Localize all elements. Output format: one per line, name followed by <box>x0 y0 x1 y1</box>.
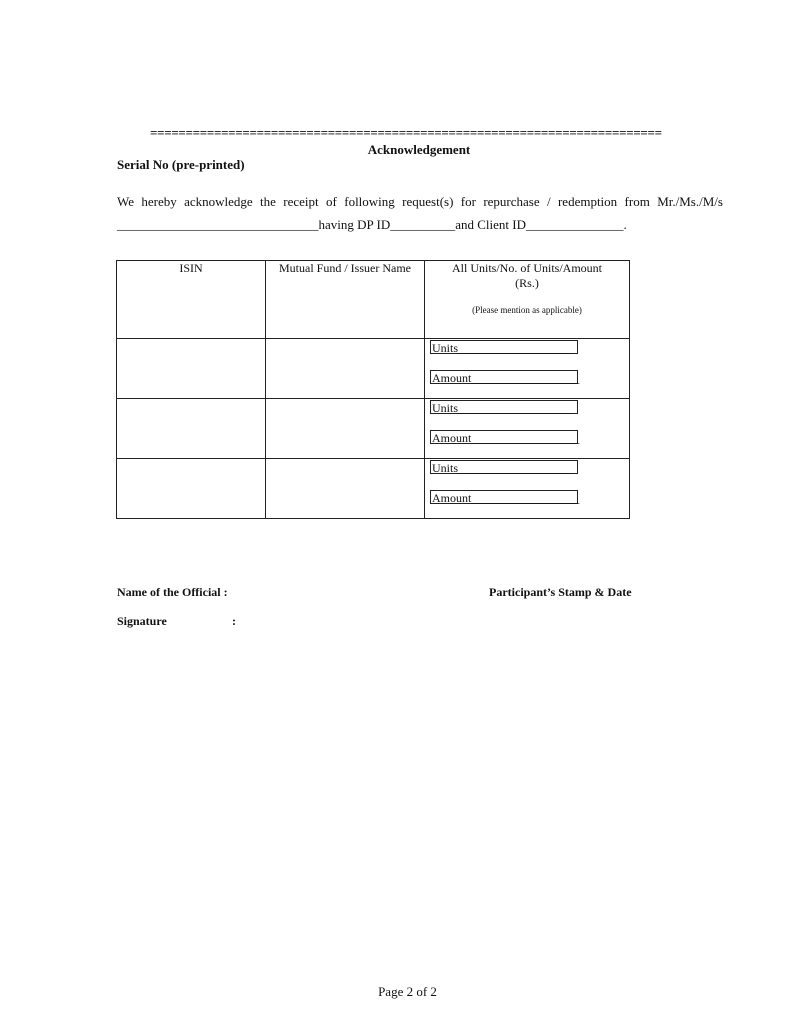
serial-number-label: Serial No (pre-printed) <box>117 157 245 172</box>
fund-header: Mutual Fund / Issuer Name <box>266 261 425 339</box>
signature-colon: : <box>232 614 236 628</box>
request-table <box>116 260 630 519</box>
table-row <box>117 339 630 399</box>
isin-cell[interactable] <box>117 399 266 459</box>
word: redemption <box>557 194 618 209</box>
isin-cell[interactable] <box>117 339 266 399</box>
official-name-label: Name of the Official : <box>117 585 228 599</box>
units-field[interactable]: Units___________________ <box>430 340 578 354</box>
amount-header-line-1: All Units/No. of Units/Amount <box>451 261 602 275</box>
word: / <box>546 194 551 209</box>
word: from <box>624 194 650 209</box>
separator-line: ======================================================================== <box>150 126 662 140</box>
acknowledgement-text-line-1 <box>117 194 723 210</box>
stamp-date-label: Participant’s Stamp & Date <box>489 585 632 599</box>
fund-cell[interactable] <box>266 459 425 519</box>
word: hereby <box>141 194 177 209</box>
fund-cell[interactable] <box>266 399 425 459</box>
word: repurchase <box>483 194 540 209</box>
isin-header: ISIN <box>117 261 266 339</box>
signature-label: Signature <box>117 614 167 628</box>
fund-cell[interactable] <box>266 339 425 399</box>
amount-field[interactable]: Amount__________________ <box>432 371 580 385</box>
units-amount-cell <box>425 459 630 519</box>
amount-header <box>425 261 630 339</box>
word: of <box>326 194 337 209</box>
amount-field[interactable]: Amount__________________ <box>432 431 580 445</box>
word: following <box>344 194 395 209</box>
word: request(s) <box>402 194 454 209</box>
units-field[interactable]: Units___________________ <box>430 460 578 474</box>
units-amount-cell <box>425 399 630 459</box>
word: acknowledge <box>184 194 253 209</box>
amount-field[interactable]: Amount__________________ <box>432 491 580 505</box>
word: for <box>460 194 476 209</box>
page-number: Page 2 of 2 <box>378 984 437 999</box>
table-row <box>117 459 630 519</box>
word: the <box>260 194 276 209</box>
table-row <box>117 399 630 459</box>
word: Mr./Ms./M/s <box>657 194 723 209</box>
table-header-row <box>117 261 630 339</box>
amount-header-note: (Please mention as applicable) <box>472 305 582 315</box>
units-amount-cell <box>425 339 630 399</box>
word: receipt <box>283 194 319 209</box>
isin-cell[interactable] <box>117 459 266 519</box>
acknowledgement-text-line-2[interactable]: _______________________________having DP ID__________and Client ID_______________. <box>117 217 627 232</box>
word: We <box>117 194 134 209</box>
document-title: Acknowledgement <box>367 142 471 157</box>
units-field[interactable]: Units___________________ <box>430 400 578 414</box>
amount-header-line-2: (Rs.) <box>515 276 539 290</box>
